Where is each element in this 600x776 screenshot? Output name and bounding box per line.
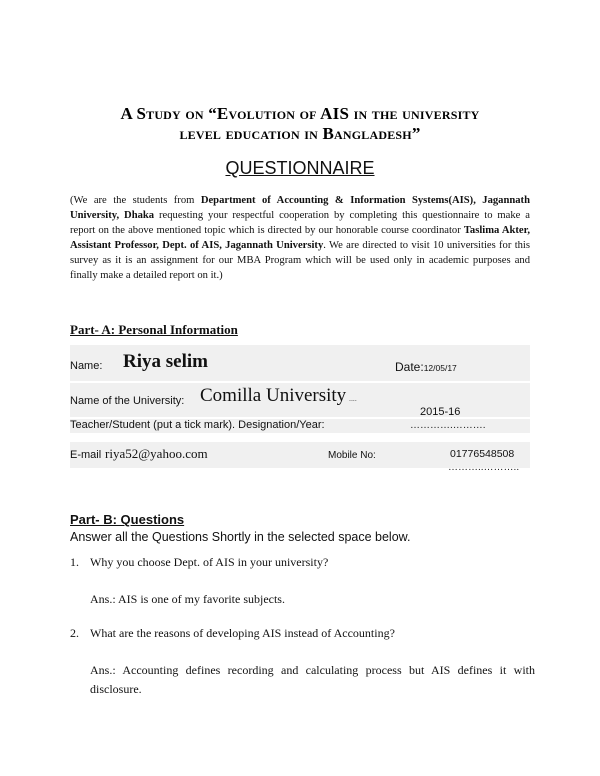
intro-bold-coordinator: Taslima Akter, Assistant Professor, Dept. of AIS, Jagannath University <box>70 225 530 251</box>
name-label: Name: <box>70 360 103 372</box>
email-label: E-mail <box>70 449 102 461</box>
document-title-line-2: level education in Bangladesh” <box>179 124 421 143</box>
answer-1: Ans.: AIS is one of my favorite subjects. <box>90 592 285 606</box>
answer-2: Ans.: Accounting defines recording and calculating process but AIS defines it with disclosure. <box>90 663 535 696</box>
session-value: 2015-16 <box>420 406 461 418</box>
mobile-value: 01776548508 <box>450 448 515 460</box>
university-label: Name of the University: <box>70 395 185 407</box>
part-b-heading: Part- B: Questions <box>70 512 185 527</box>
intro-text-2: requesting your respectful cooperation by completing this questionnaire to make a report on the above mentioned topic which is directed by our honorable course coordinator <box>70 210 530 236</box>
part-b-instruction: Answer all the Questions Shortly in the selected space below. <box>70 530 411 544</box>
question-1 <box>70 555 328 570</box>
question-1-number: 1. <box>70 555 79 569</box>
questionnaire-heading: QUESTIONNAIRE <box>225 158 375 178</box>
university-value: Comilla University <box>200 385 347 406</box>
date-field <box>395 360 457 374</box>
name-value: Riya selim <box>123 351 208 372</box>
date-label: Date: <box>395 360 424 374</box>
mobile-label: Mobile No: <box>328 450 376 461</box>
question-2-text: What are the reasons of developing AIS instead of Accounting? <box>90 626 395 640</box>
question-1-text: Why you choose Dept. of AIS in your university? <box>90 555 329 569</box>
email-value: riya52@yahoo.com <box>105 446 208 461</box>
date-value: 12/05/17 <box>423 363 457 373</box>
university-dots: .... <box>349 396 357 403</box>
document-title-line-1: A Study on “Evolution of AIS in the university <box>120 104 480 123</box>
part-a-heading: Part- A: Personal Information <box>70 322 238 337</box>
question-2 <box>70 626 395 641</box>
teacher-student-label: Teacher/Student (put a tick mark). Designation/Year: <box>70 419 325 431</box>
intro-text-3: . We are directed to visit 10 universities for this survey as it is an assignment for our MBA Program which will be used only in academic purposes and finally make a detailed report on it.) <box>70 240 530 281</box>
question-2-number: 2. <box>70 626 79 640</box>
mobile-dots: ………..……….. <box>448 462 520 473</box>
intro-bold-department: Department of Accounting & Information Systems(AIS), Jagannath University, Dhaka <box>70 195 530 221</box>
designation-dots: ………….………. <box>410 420 486 431</box>
intro-paragraph <box>70 193 530 283</box>
intro-text-1: (We are the students from <box>70 195 201 206</box>
